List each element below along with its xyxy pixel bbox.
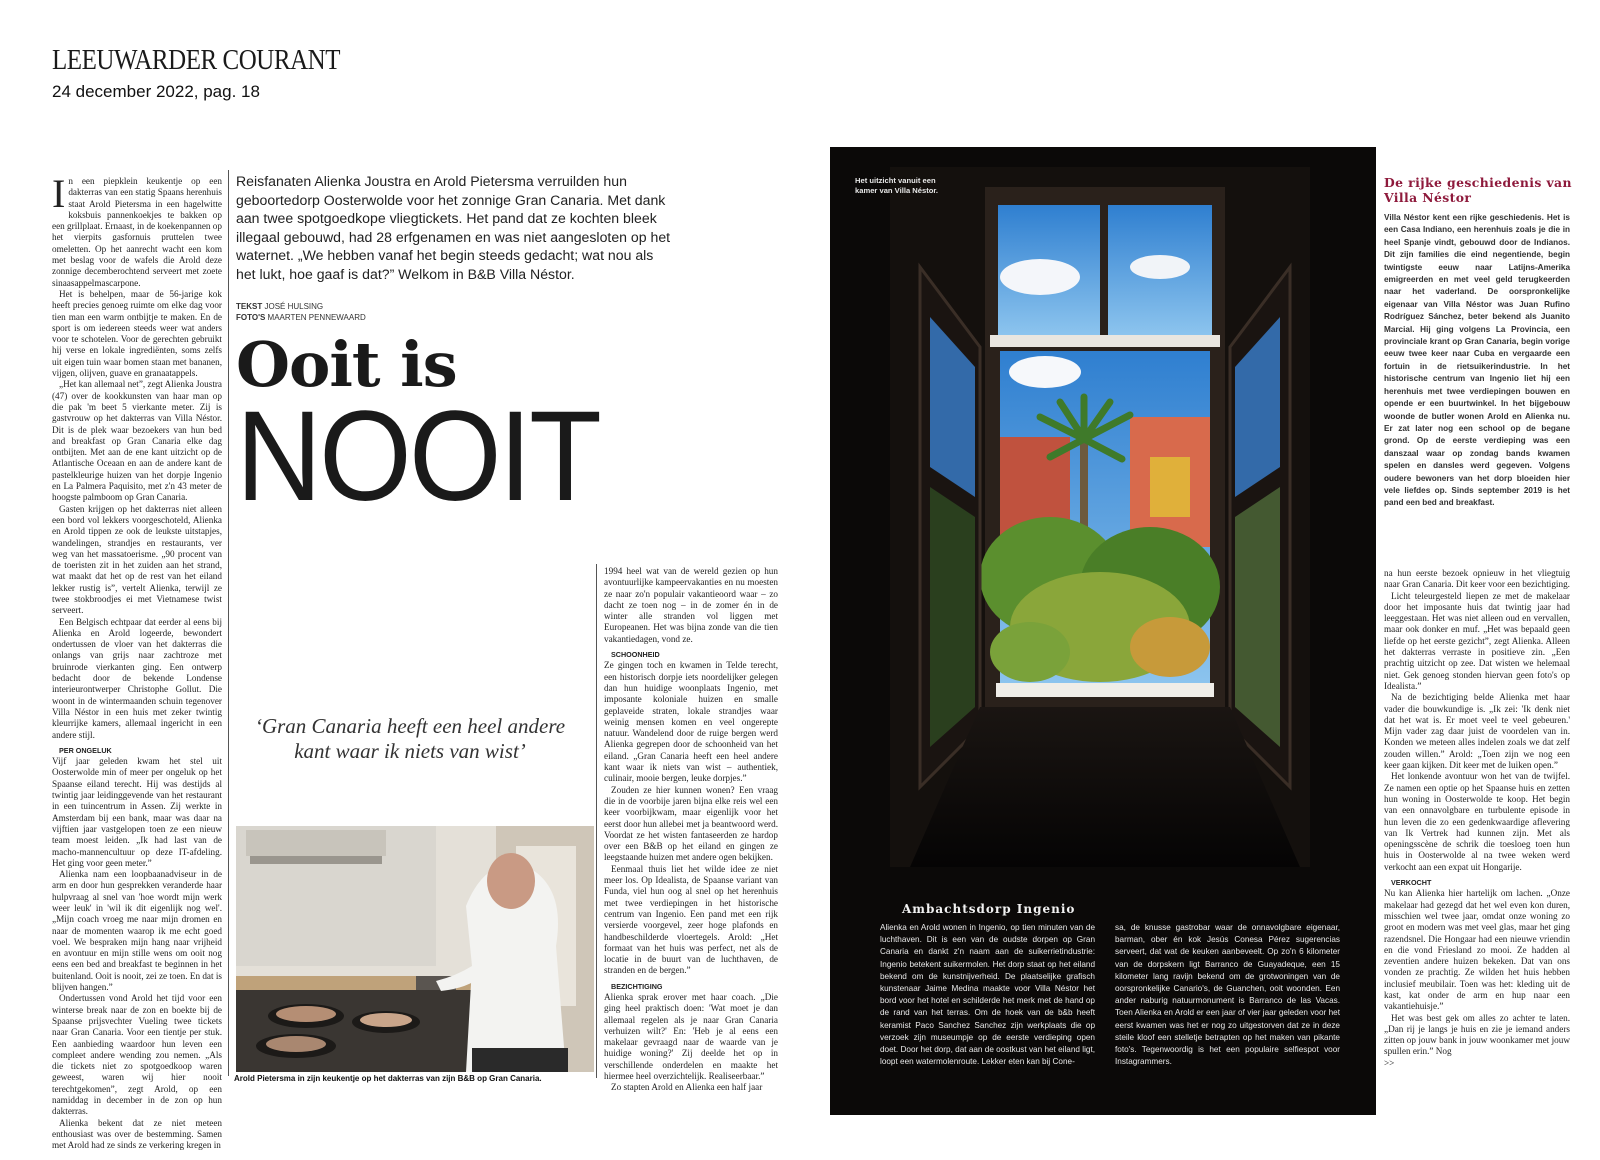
paragraph: „Het kan allemaal net”, zegt Alienka Joustra (47) over de kookkunsten van haar man op die pak 'm beet 5 vierkante meter. Zij is gastvrouw op het dakterras van Villa Néstor. Dit is de plek waar bezoekers van hun bed and breakfast op Gran Canaria elke dag ontbijten. Met aan de ene kant uitzicht op de Atlantische Oceaan en aan de andere kant de pastelkleurige huizen van het dorpje Ingenio en La Palmera Paquisito, met z'n 43 meter de hoogste palmboom op Gran Canaria. <box>52 379 223 503</box>
subhead-per-ongeluk: PER ONGELUK <box>59 745 112 755</box>
paragraph: Gasten krijgen op het dakterras niet alleen een bord vol lekkers voorgeschoteld, Alienka en Arold tippen ze ook de leukste uitstapjes, wandelingen, strandjes en restaurants, ver weg van het massatoerisme. „90 procent van de toeristen zit in het zuiden aan het strand, wat maakt dat het op de rest van het eiland lekker rustig is”, vertelt Alienka, terwijl ze twee stokbroodjes ei met Vietnamese twist serveert. <box>52 503 222 616</box>
subhead-bezichtiging: BEZICHTIGING <box>611 981 663 991</box>
credit-text: TEKST JOSÉ HULSING <box>236 302 324 311</box>
paragraph: Zo stapten Arold en Alienka een half jaar <box>611 1082 763 1093</box>
paragraph: Ze gingen toch en kwamen in Telde terecht, een historisch dorpje iets noordelijker gelegen dan hun huidige woonplaats Ingenio, met imposante koloniale huizen en smalle geplaveide straten, lokale strandjes waar weinig mensen komen en veel ongerepte natuur. Wandelend door de ruige bergen werd Alienka gegrepen door de schoonheid van het eiland. „Gran Canaria heeft een heel andere kant waar ik niets van wist – authentiek, culinair, mooie bergen, leuke dorpjes.” <box>604 660 778 784</box>
paragraph: Zouden ze hier kunnen wonen? Een vraag die in de voorbije jaren bijna elke reis wel een keer voorbijkwam, maar eigenlijk voor het eerst door hun allebei met ja beantwoord werd. Voordat ze het wisten fantaseerden ze hardop over een B&B op het eiland en gingen ze leegstaande huizen met andere ogen bekijken. <box>604 784 778 863</box>
paragraph: Alienka bekent dat ze niet meteen enthousiast was over de bestemming. Samen met Arold had ze sinds ze verkering kregen in <box>52 1117 222 1151</box>
intro-text: Reisfanaten Alienka Joustra en Arold Pietersma verruilden hun geboortedorp Oosterwolde voor het zonnige Gran Canaria. Met dank aan twee spotgoedkope vliegtickets. Het pand dat ze kochten bleek illegaal gebouwd, had 28 erfgenamen en was niet aangesloten op het waternet. „We hebben vanaf het begin steeds gedacht; wat nou als het lukt, hoe gaaf is dat?” Welkom in B&B Villa Néstor. <box>236 173 671 282</box>
paragraph: Vijf jaar geleden kwam het stel uit Oosterwolde min of meer per ongeluk op het Spaanse eiland terecht. Hij was destijds al twintig jaar leidinggevende van het restaurant in een tuincentrum in Assen. Zij werkte in Amsterdam bij een bank, maar was daar na vijftien jaar vastgelopen toen ze een nieuw team moest leiden. „Ik had last van de macho-mannencultuur op deze IT-afdeling. Het ging voor geen meter.” <box>52 756 222 868</box>
paragraph: Het was best gek om alles zo achter te laten. „Dan rij je langs je huis en zie je iemand anders zitten op jouw bank in jouw woonkamer met jouw spullen erin.” Nog <box>1384 1012 1570 1057</box>
masthead: LEEUWARDER COURANT <box>52 44 341 76</box>
publication-date: 24 december 2022, pag. 18 <box>52 82 260 101</box>
box-title: Ambachtsdorp Ingenio <box>902 902 1076 916</box>
paragraph: Alienka sprak erover met haar coach. „Die ging heel praktisch doen: 'Wat moet je dan allemaal regelen als je naar Gran Canaria verhuizen wilt?' En: 'Heb je al eens een makelaar gevraagd naar de waarde van je huidige woning?' Zij deelde het op in verschillende onderdelen en maakte het hiermee heel overzichtelijk. Realiseerbaar.” <box>604 991 778 1082</box>
paragraph: 1994 heel wat van de wereld gezien op hun avontuurlijke kampeervakanties en nu moesten ze naar zo'n populair vakantieoord waar – zo dacht ze toen nog – in de zomer én in de winter alle stranden vol liggen met Europeanen. Het was bijna zonde van die tien vakantiedagen, vond ze. <box>604 566 778 644</box>
credit-photo: FOTO'S MAARTEN PENNEWAARD <box>236 313 366 322</box>
paragraph: Licht teleurgesteld liepen ze met de makelaar door het imposante huis dat twintig jaar had leeggestaan. Het was niet alleen oud en vervallen, maar ook donker en muf. „Het was bepaald geen liefde op het eerste gezicht”, zegt Alienka. Alleen het dakterras verraste in positieve zin. „Een prachtig uitzicht op zee. Dat wisten we helemaal niet. Gek genoeg stonden hiervan geen foto's op Idealista.” <box>1384 590 1570 691</box>
paragraph: Alienka nam een loopbaanadviseur in de arm en door hun gesprekken veranderde haar hulpvraag al snel van 'hoe wordt mijn werk weer leuk' in 'wil ik dit eigenlijk nog wel'. „Mijn coach vroeg me naar mijn dromen en naar de momenten waarop ik me echt goed voel. We bespraken mijn hang naar vrijheid en avontuur en mijn stille wens om ooit nog eens een bed and breakfast te beginnen in het buitenland. Ooit is nooit, zei ze toen. En dat is blijven hangen.” <box>52 869 222 993</box>
headline-line-2: NOOIT <box>236 385 599 528</box>
paragraph: Het lonkende avontuur won het van de twijfel. Ze namen een optie op het Spaanse huis en zetten hun woning in Oosterwolde te koop. Het begin van een onnavolgbare en turbulente episode in hun leven die zo een gedenkwaardige aflevering van Ik Vertrek had kunnen zijn. Met als openingsscène de schrik die toesloeg toen hun huis in Oosterwolde al na twee weken werd verkocht aan een expat uit Hongarije. <box>1384 771 1570 872</box>
pull-quote: ‘Gran Canaria heeft een heel andere kant waar ik niets van wist’ <box>254 714 566 763</box>
box-column-2: sa, de knusse gastrobar waar de onnavolgbare eigenaar, barman, ober én kok Jesús Conesa Pérez sugerencias serveert, dat wat de keuken aanbeveelt. Op zo'n 6 kilometer van de dorpskern ligt Barranco de Guayadeque, een 15 kilometer lang ravijn bekend om de grotwoningen van de oorspronkelijke Canario's, de Guanchen, ooit woonden. Een ander naburig natuurmonument is Barranco de las Vacas. Toen Alienka en Arold er een jaar of vier jaar geleden voor het eerst kwamen was het er nog zo uitgestorven dat ze in deze steile kloof een stelletje betrapten op het maken van pikante foto's. Tegenwoordig is het een populaire selfiespot voor Instagrammers. <box>1115 923 1340 1067</box>
sidebar-title: De rijke geschiedenis van Villa Néstor <box>1384 175 1572 205</box>
paragraph: na hun eerste bezoek opnieuw in het vliegtuig naar Gran Canaria. Dit keer voor een bezichtiging. <box>1384 568 1570 590</box>
panel-caption: Het uitzicht vanuit een kamer van Villa Néstor. <box>855 176 939 195</box>
paragraph: Het is behelpen, maar de 56-jarige kok heeft precies genoeg ruimte om elke dag voor tien man een warm ontbijtje te maken. En de sport is om iedereen steeds weer wat anders voor te schotelen. Voor de gerechten gebruikt hij verse en lokale ingrediënten, soms zelfs uit eigen tuin waar bomen staan met bananen, vijgen, olijven, guave en granaatappels. <box>52 288 222 379</box>
paragraph: Na de bezichtiging belde Alienka met haar vader die bouwkundige is. „Ik zei: 'Ik denk niet dat het wat is. Er moet veel te veel gebeuren.' Mijn vader zag daar juist de voordelen van in. Konden we meteen alles indelen zoals we dat zelf zouden willen.” Arold: „Toen zijn we nog een keer gaan kijken. Dit keer met de luiken open.” <box>1384 692 1570 771</box>
paragraph: Nu kan Alienka hier hartelijk om lachen. „Onze makelaar had gezegd dat het wel even kon duren, misschien wel twee jaar, omdat onze woning zo groot en modern was met veel glas, maar het ging razendsnel. Die Hongaar had een nieuwe vriendin en die vond Friesland zo mooi. Ze hadden al zeventien andere huizen bekeken. Dat van ons vonden ze prachtig. Ze wilden het huis hebben inclusief meubilair. Toen was het: kleding uit de kast, kat onder de arm en hup naar een vakantiehuisje.” <box>1384 888 1570 1012</box>
subhead-verkocht: VERKOCHT <box>1391 878 1432 888</box>
kitchen-photo-illustration <box>236 826 594 1072</box>
subhead-schoonheid: SCHOONHEID <box>611 650 660 660</box>
article-column-1 <box>52 171 223 1151</box>
continuation-marker[interactable]: >> <box>1384 1057 1395 1068</box>
headline-line-1: Ooit is <box>236 328 457 401</box>
kitchen-photo <box>236 826 594 1072</box>
lead-paragraph: In een piepklein keukentje op een dakterras van een statig Spaans herenhuis staat Arold Pietersma in een hagelwitte koksbuis pannenkoekjes te bakken op een grillplaat. Ernaast, in de koekenpannen op het vierpits gasfornuis pruttelen twee omeletten. Op het aanrecht wacht een kom met beslag voor de wafels die Arold deze zonnige decemberochtend serveert met zoete sinaasappelmascarpone. <box>52 171 222 288</box>
article-column-3 <box>604 566 778 1093</box>
column-rule <box>596 564 597 1078</box>
paragraph: Een Belgisch echtpaar dat eerder al eens bij Alienka en Arold logeerde, bewondert ondertussen de vloer van het dakterras die onlangs van grijs naar zachtroze met bruinrode vierkanten ging. Een ontwerp bedacht door de bekende Londense interieurontwerper Christophe Gollut. Die woont in de wintermaanden schuin tegenover Villa Néstor in een huis met zeker twintig kleurrijke kamers, allemaal ingericht in een andere stijl. <box>52 616 222 740</box>
drop-cap: I <box>52 171 66 216</box>
article-column-right <box>1384 568 1570 1098</box>
column-rule <box>228 170 229 1076</box>
box-column-1: Alienka en Arold wonen in Ingenio, op tien minuten van de luchthaven. Dit is een van de oudste dorpen op Gran Canaria en dankt z'n naam aan de suikerrietindustrie: Ingenio betekent suikermolen. Het dorp staat op het eiland bekend om de kunstnijverheid. De plaatselijke grafisch kunstenaar Jaime Medina maakte voor Villa Néstor het bord voor het hotel en schilderde het merk met de hand op de rand van het terras. Om de hoek van de b&b heeft keramist Paco Sanchez Sanchez zijn werkplaats die op verzoek zijn museumpje op de eerste verdieping open doet. Door het dorp, dat aan de oostkust van het eiland ligt, loopt een watermolenroute. Lekker eten kan bij Cone- <box>880 923 1095 1067</box>
paragraph: Eenmaal thuis liet het wilde idee ze niet meer los. Op Idealista, de Spaanse variant van Funda, viel hun oog al snel op het herenhuis met twee verdiepingen in het historische centrum van Ingenio. Een pand met een rijk versierde voorgevel, zeer hoge plafonds en handbeschilderde vloertegels. Arold: „Het formaat van het huis was perfect, net als de locatie in de buurt van de luchthaven, de stranden en de bergen.” <box>604 863 778 976</box>
photo-caption: Arold Pietersma in zijn keukentje op het dakterras van zijn B&B op Gran Canaria. <box>234 1074 542 1083</box>
paragraph: Ondertussen vond Arold het tijd voor een winterse break naar de zon en boekte bij de Spaanse prijsvechter Vueling twee tickets naar Gran Canaria. Voor een tientje per stuk. Een aanbieding waardoor hun leven een compleet andere wending zou nemen. „Als die tickets niet zo spotgoedkoop waren geweest, waren wij hier nooit terechtgekomen”, zegt Arold, op een namiddag in december in de zon op hun dakterras. <box>52 993 222 1117</box>
sidebar-text: Villa Néstor kent een rijke geschiedenis. Het is een Casa Indiano, een herenhuis zoals je die in heel Spanje vindt, gebouwd door de Indianos. Dit zijn families die eind negentiende, begin twintigste eeuw naar Latijns-Amerika emigreerden en met veel geld terugkeerden naar het vaderland. De oorspronkelijke eigenaar van Villa Néstor was Juan Rufino Rodríguez Sánchez, beter bekend als Juanito Marcial. Hij ging volgens La Provincia, een provinciale krant op Gran Canaria, begin vorige eeuw twee keer naar Cuba en vergaarde een fortuin in de rietsuikerindustrie. In het historische centrum van Ingenio liet hij een herenhuis met twee verdiepingen bouwen en opende er een buurtwinkel. In het bijgebouw woonde de butler wonen Arold en Alienka nu. Er zat later nog een school op de begane grond. Op de eerste verdieping was een danszaal waar op zondag bands kwamen spelen en dansles werd gegeven. Volgens oudere bewoners van het dorp bloeiden hier vele liefdes op. Sinds september 2019 is het pand een bed and breakfast. <box>1384 213 1570 508</box>
